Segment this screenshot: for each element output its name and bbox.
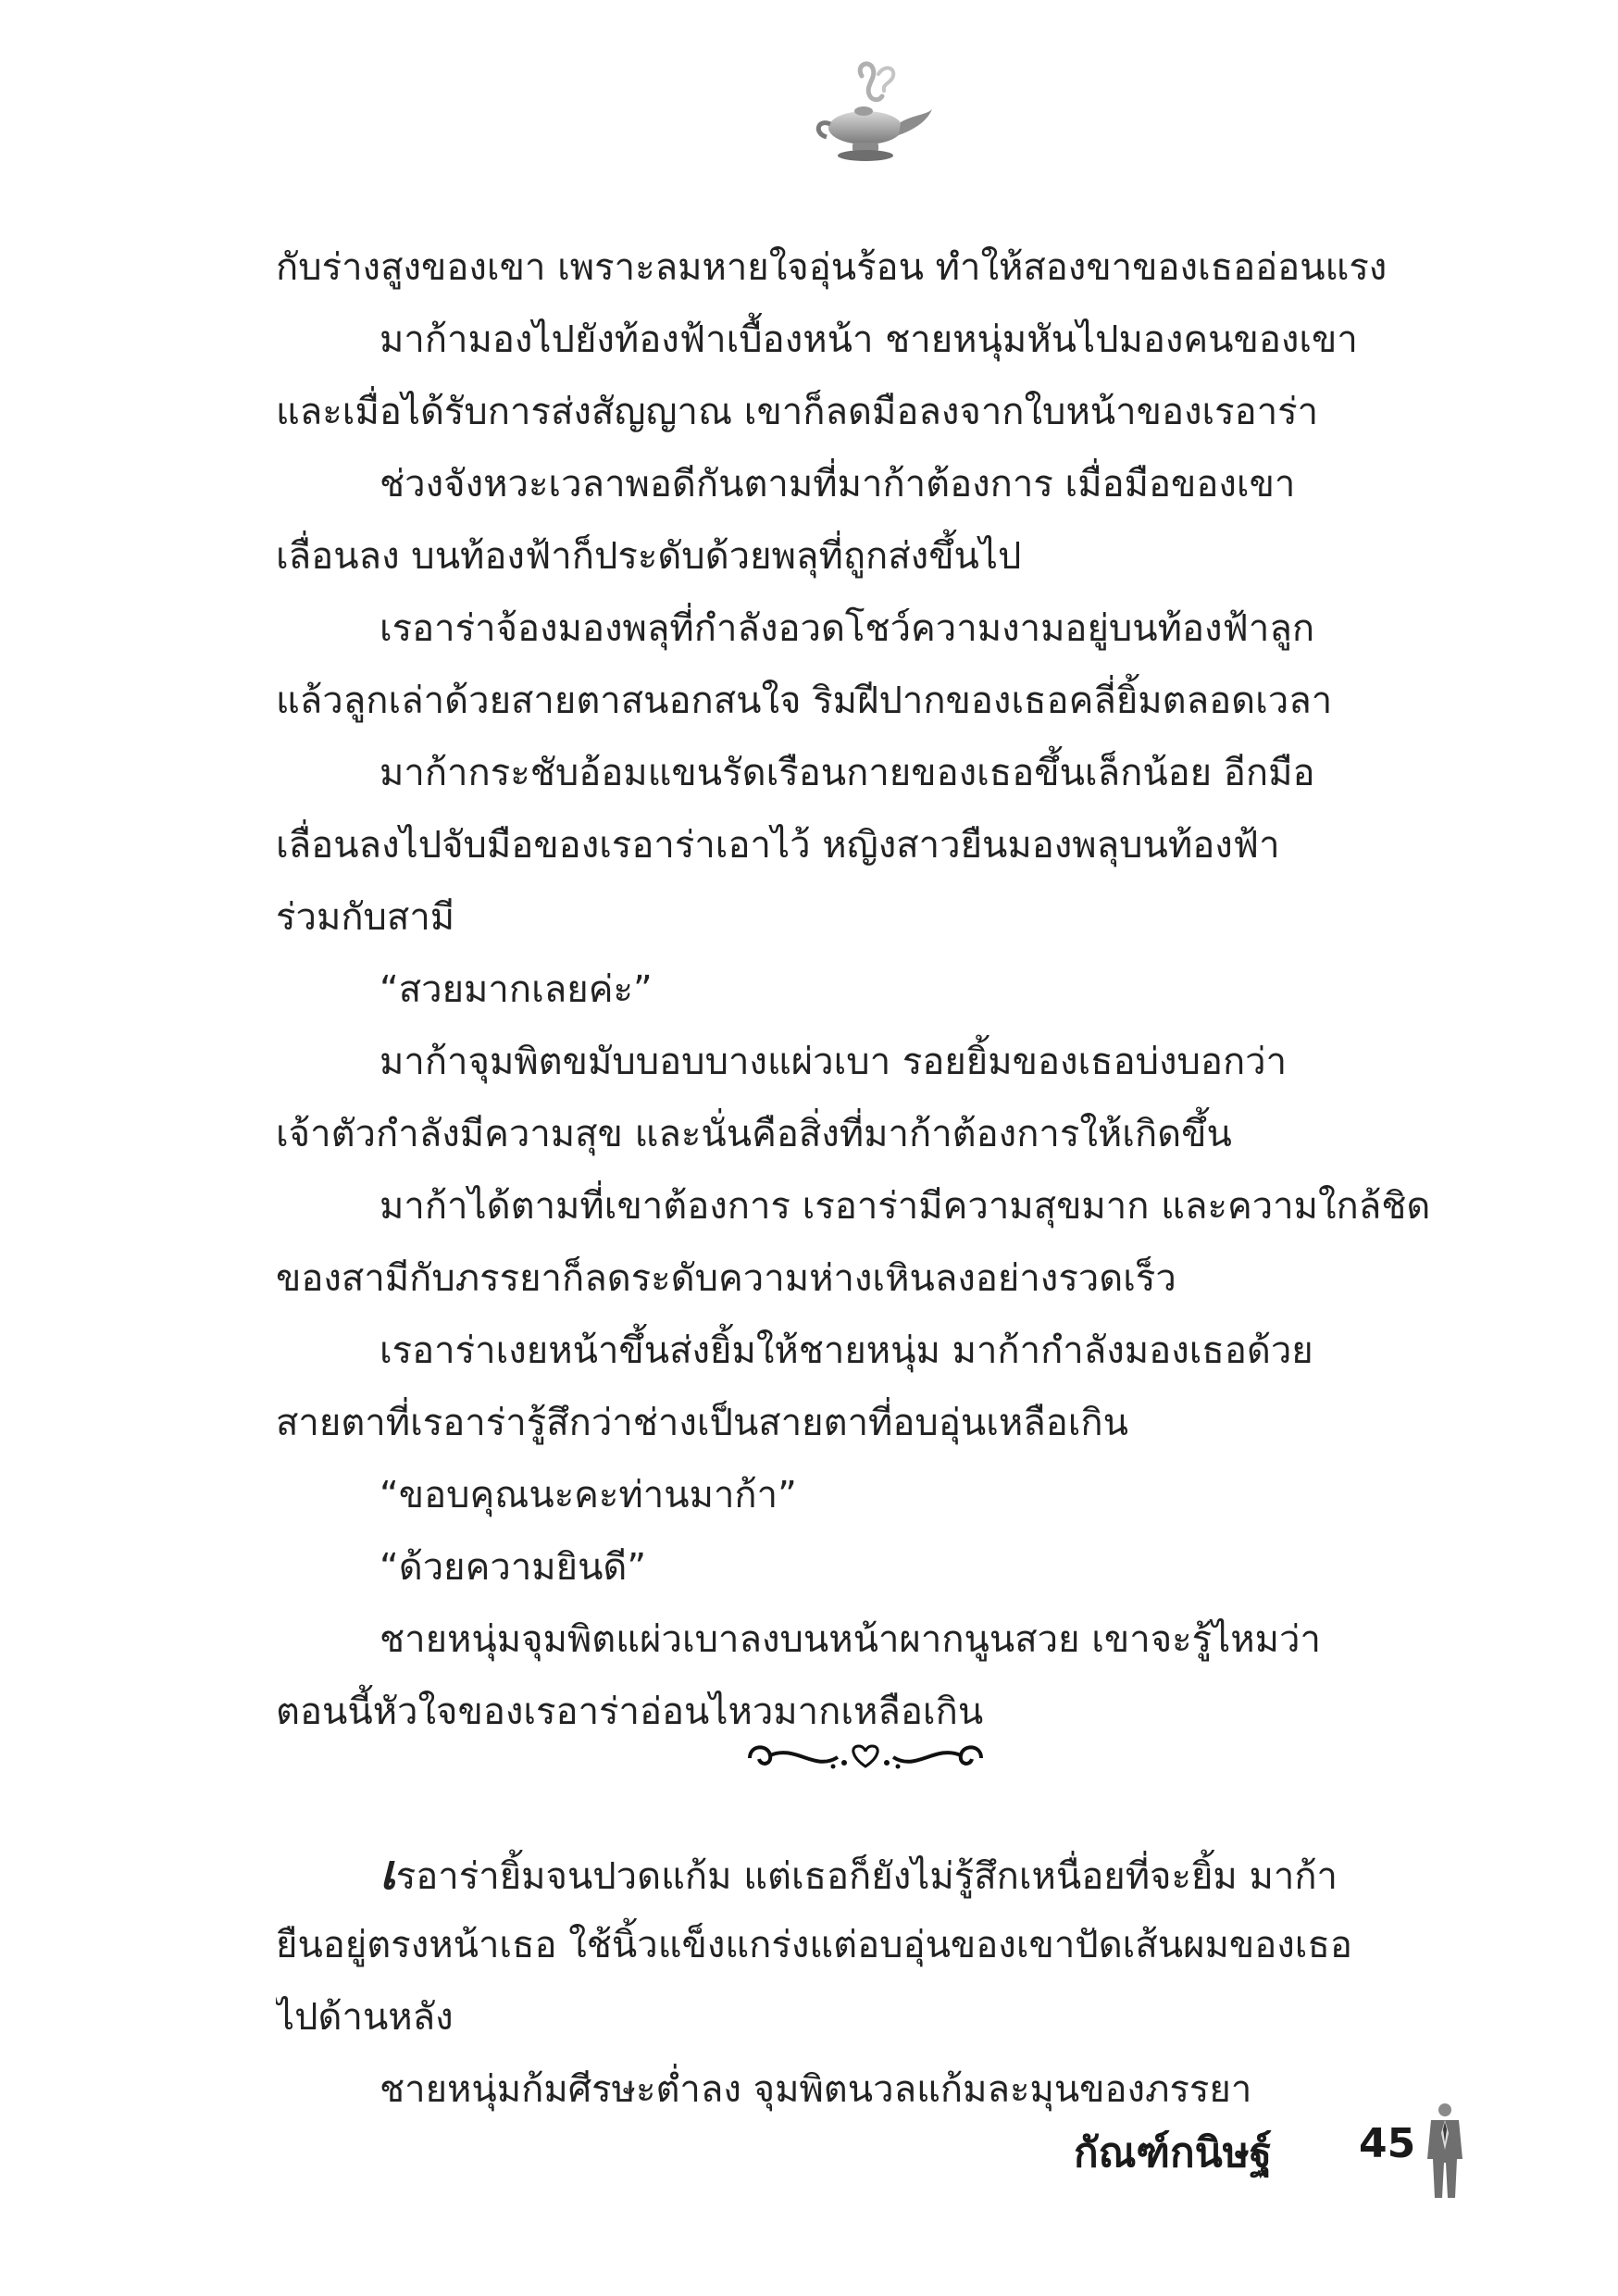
text-line: เรอาร่าเงยหน้าขึ้นส่งยิ้มให้ชายหนุ่ม มาก้ากำลังมองเธอด้วย [380,1329,1313,1372]
text-line: สายตาที่เรอาร่ารู้สึกว่าช่างเป็นสายตาที่อบอุ่นเหลือเกิน [276,1402,1128,1444]
text-line: เรอาร่าจ้องมองพลุที่กำลังอวดโชว์ความงามอยู่บนท้องฟ้าลูก [380,607,1315,650]
text-line: มาก้ากระชับอ้อมแขนรัดเรือนกายของเธอขึ้นเล็กน้อย อีกมือ [380,752,1315,794]
text-line: ไปด้านหลัง [276,1996,454,2039]
section-break-space [276,1792,1470,1837]
dialogue-line: “ด้วยความยินดี” [380,1546,647,1589]
genie-lamp-icon [804,57,934,168]
dialogue-line: “ขอบคุณนะคะท่านมาก้า” [380,1474,797,1516]
text-line: แล้วลูกเล่าด้วยสายตาสนอกสนใจ ริมฝีปากของเธอคลี่ยิ้มตลอดเวลา [276,680,1333,722]
text-line: กับร่างสูงของเขา เพราะลมหายใจอุ่นร้อน ทำให้สองขาของเธออ่อนแรง [276,246,1388,289]
dialogue-line: “สวยมากเลยค่ะ” [380,968,653,1011]
body-text [276,231,1470,2126]
drop-cap: เ [380,1845,396,1901]
text-line: ช่วงจังหวะเวลาพอดีกันตามที่มาก้าต้องการ เมื่อมือของเขา [380,463,1296,505]
section-opening-line [276,1837,1470,1909]
text-span: รอาร่ายิ้มจนปวดแก้ม แต่เธอก็ยังไม่รู้สึกเหนื่อยที่จะยิ้ม มาก้า [395,1855,1338,1898]
text-line: เจ้าตัวกำลังมีความสุข และนั่นคือสิ่งที่มาก้าต้องการให้เกิดขึ้น [276,1113,1232,1155]
text-line: มาก้าได้ตามที่เขาต้องการ เรอาร่ามีความสุขมาก และความใกล้ชิด [380,1185,1431,1228]
text-line: ของสามีกับภรรยาก็ลดระดับความห่างเหินลงอย่างรวดเร็ว [276,1257,1176,1300]
text-line: ชายหนุ่มจุมพิตแผ่วเบาลงบนหน้าผากนูนสวย เขาจะรู้ไหมว่า [380,1618,1321,1661]
text-line: ยืนอยู่ตรงหน้าเธอ ใช้นิ้วแข็งแกร่งแต่อบอุ่นของเขาปัดเส้นผมของเธอ [276,1924,1352,1966]
author-name: กัณฑ์กนิษฐ์ [1074,2129,1272,2177]
text-line: เลื่อนลง บนท้องฟ้าก็ประดับด้วยพลุที่ถูกส่งขึ้นไป [276,535,1022,578]
text-line: ชายหนุ่มก้มศีรษะต่ำลง จุมพิตนวลแก้มละมุนของภรรยา [380,2068,1252,2111]
suit-figure-icon [1424,2102,1466,2200]
page-footer [1074,2102,1481,2203]
text-line: มาก้าจุมพิตขมับบอบบางแผ่วเบา รอยยิ้มของเธอบ่งบอกว่า [380,1041,1288,1083]
text-line: และเมื่อได้รับการส่งสัญญาณ เขาก็ลดมือลงจากใบหน้าของเรอาร่า [276,391,1319,433]
heart-flourish-divider-icon [741,1735,990,1781]
text-line: ตอนนี้หัวใจของเรอาร่าอ่อนไหวมากเหลือเกิน [276,1691,984,1733]
text-line: มาก้ามองไปยังท้องฟ้าเบื้องหน้า ชายหนุ่มหันไปมองคนของเขา [380,318,1358,361]
text-line: ร่วมกับสามี [276,896,455,939]
text-line: เลื่อนลงไปจับมือของเรอาร่าเอาไว้ หญิงสาวยืนมองพลุบนท้องฟ้า [276,824,1280,867]
page-number: 45 [1359,2120,1416,2167]
